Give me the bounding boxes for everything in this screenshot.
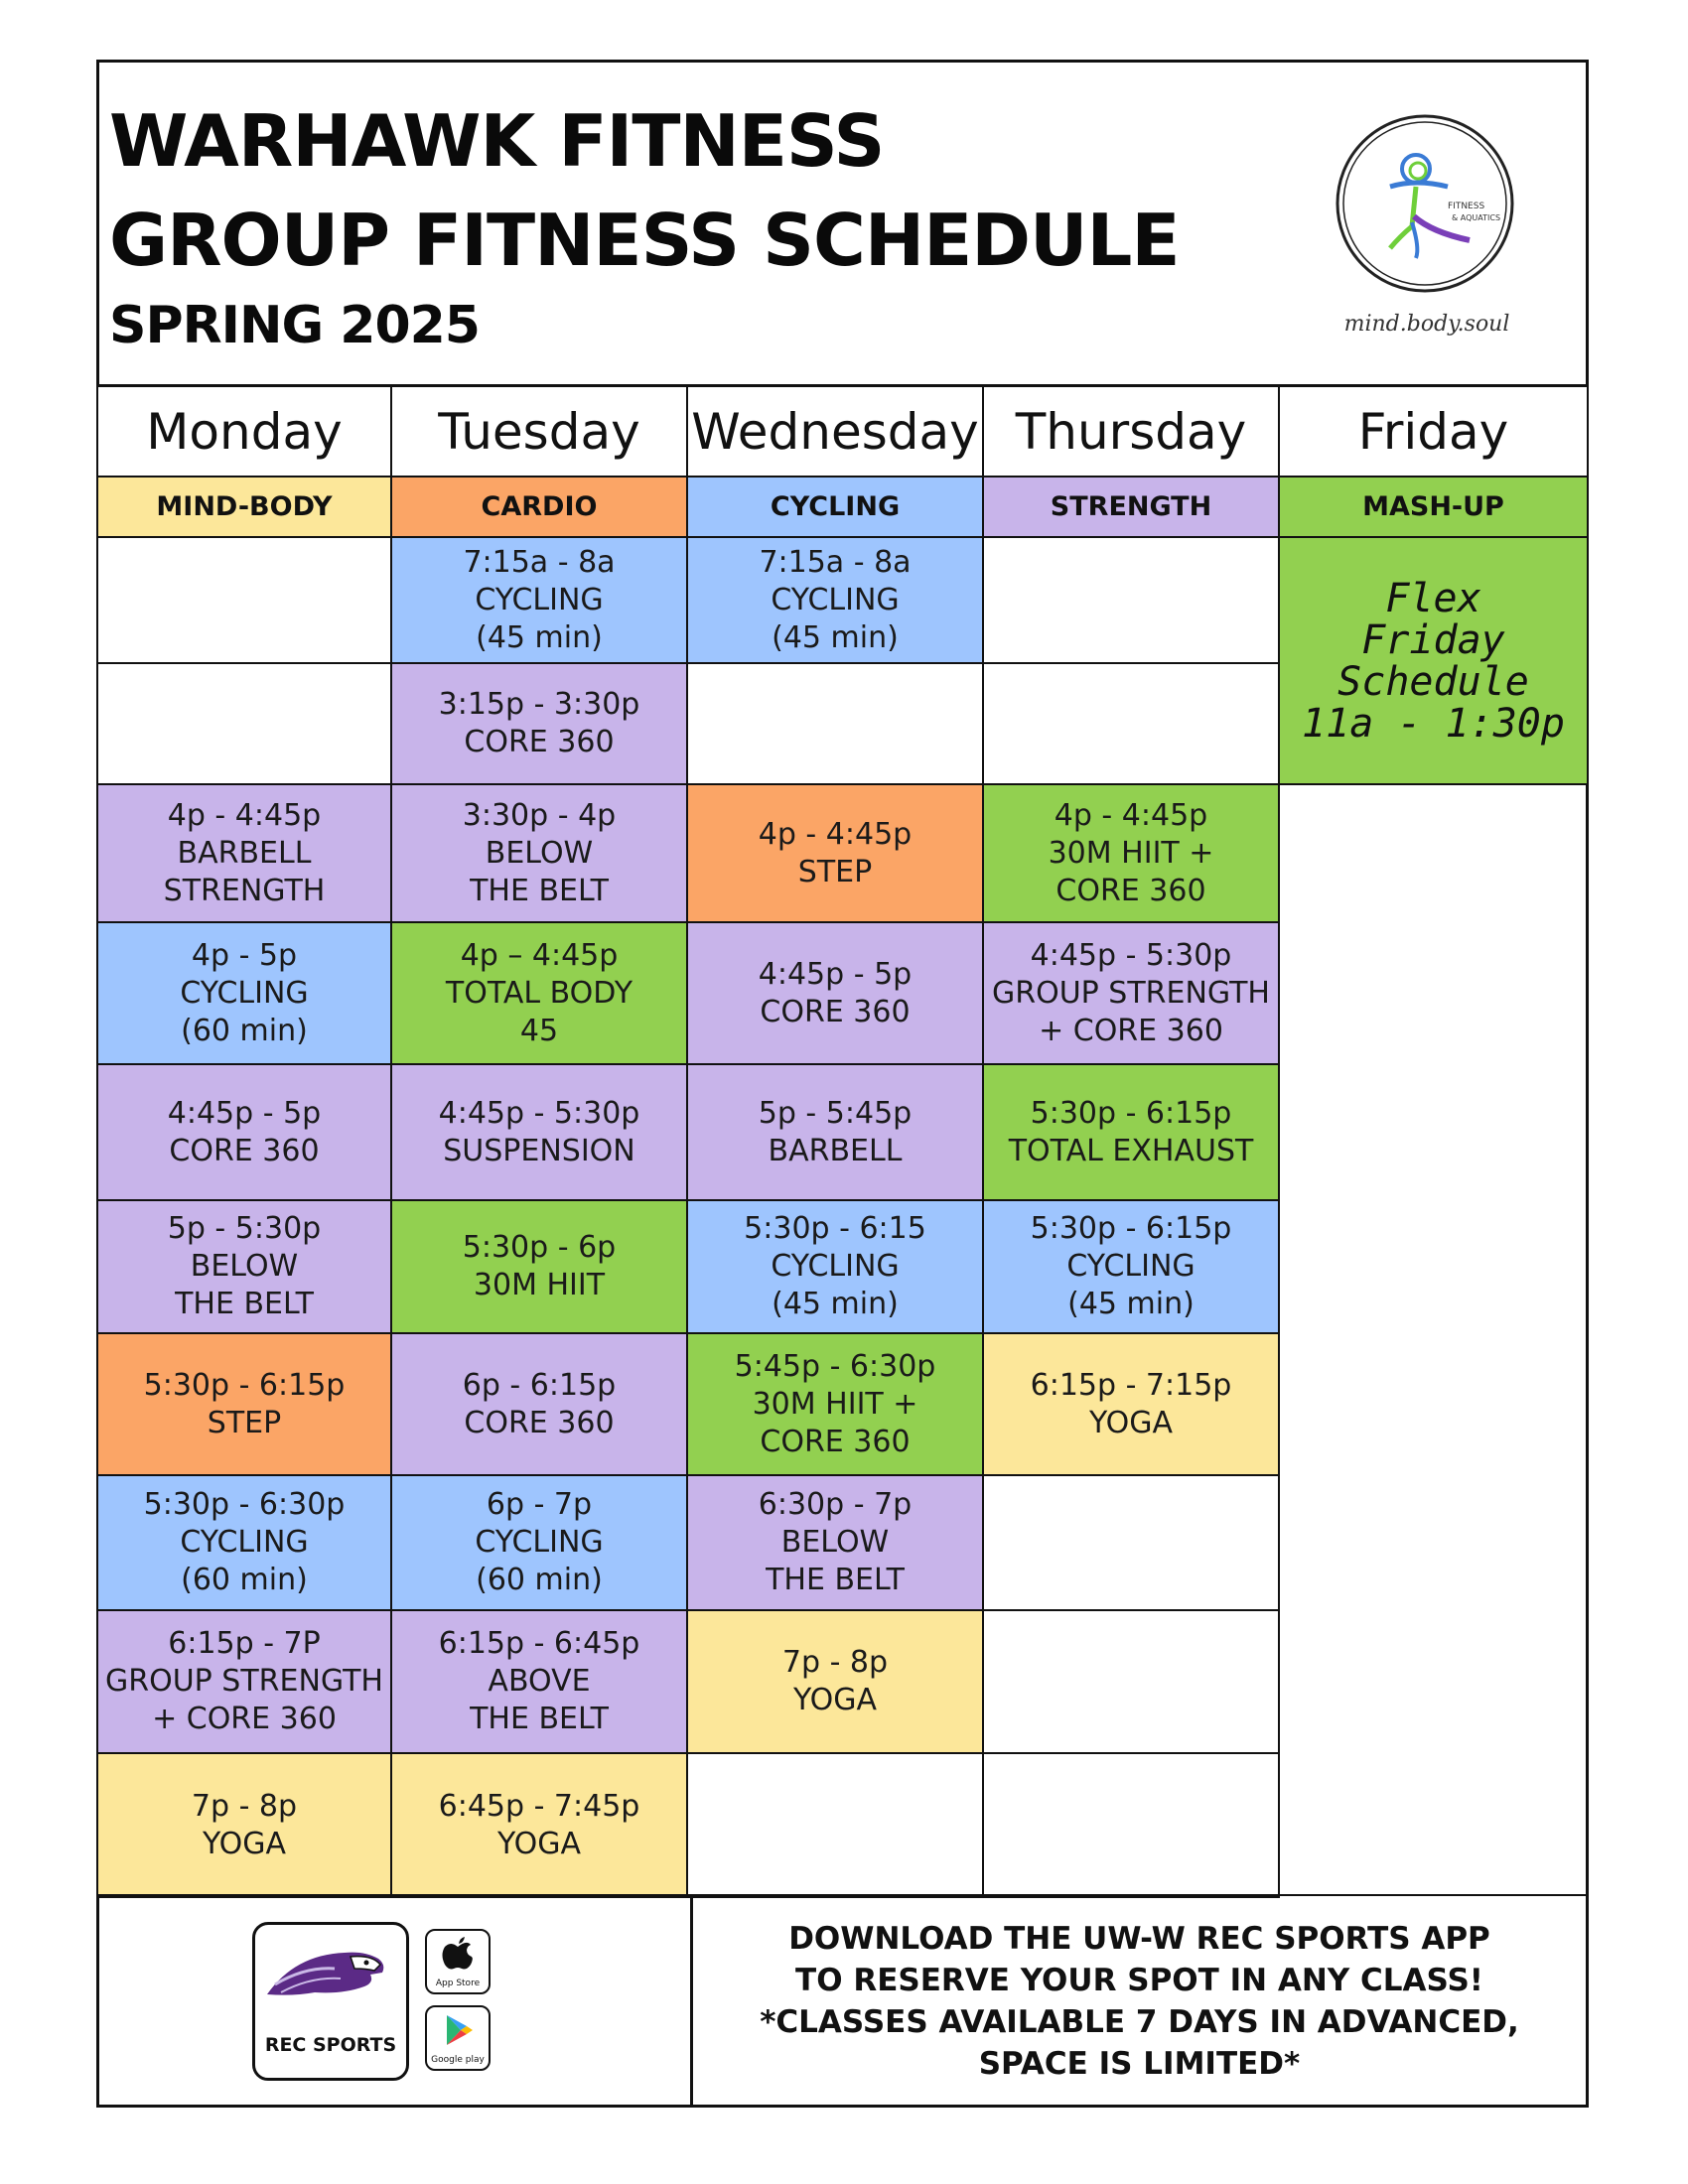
- class-text-line: Friday: [1361, 616, 1505, 663]
- class-text-line: 5:30p - 6:30p: [143, 1487, 346, 1522]
- rec-sports-label: REC SPORTS: [264, 2034, 397, 2056]
- class-text-line: CYCLING: [1066, 1249, 1196, 1284]
- class-text-line: 45: [519, 1013, 559, 1048]
- logo-caption: mind.body.soul: [1343, 312, 1510, 337]
- class-slot-tuesday[interactable]: [390, 1609, 688, 1754]
- class-slot-thursday[interactable]: [982, 921, 1280, 1065]
- class-text-line: CYCLING: [771, 582, 900, 617]
- class-text-line: 30M HIIT: [473, 1268, 606, 1302]
- empty-slot: [686, 1752, 984, 1898]
- class-text-line: 6p - 6:15p: [462, 1367, 617, 1403]
- class-text-line: CORE 360: [760, 1424, 911, 1459]
- google-play-icon: [427, 2007, 489, 2053]
- class-text-line: 4:45p - 5:30p: [1030, 937, 1232, 973]
- class-text-line: (45 min): [476, 619, 603, 655]
- title-line-2: GROUP FITNESS SCHEDULE: [109, 199, 1180, 282]
- rec-sports-app-icon[interactable]: [252, 1922, 409, 2081]
- class-text-line: 7p - 8p: [191, 1788, 298, 1824]
- class-text-line: 4p - 5p: [191, 937, 298, 973]
- class-slot-wednesday[interactable]: [686, 1063, 984, 1201]
- class-text-line: 3:30p - 4p: [462, 797, 617, 833]
- message-line: TO RESERVE YOUR SPOT IN ANY CLASS!: [795, 1963, 1483, 1998]
- class-slot-monday[interactable]: [96, 1332, 392, 1476]
- class-text-line: 4p - 4:45p: [758, 816, 913, 852]
- logo-circle-icon: [1321, 109, 1529, 308]
- category-friday: MASH-UP: [1278, 476, 1589, 538]
- class-slot-thursday[interactable]: [982, 1332, 1280, 1476]
- class-text-line: YOGA: [1088, 1405, 1174, 1440]
- message-line: DOWNLOAD THE UW-W REC SPORTS APP: [788, 1921, 1490, 1957]
- class-text-line: 30M HIIT +: [1048, 835, 1214, 871]
- class-slot-wednesday[interactable]: [686, 921, 984, 1065]
- class-text-line: 5:30p - 6:15p: [1030, 1211, 1232, 1246]
- class-text-line: 5:30p - 6:15: [744, 1211, 926, 1246]
- class-text-line: 5:45p - 6:30p: [734, 1348, 936, 1384]
- class-text-line: 4p – 4:45p: [460, 937, 619, 973]
- class-text-line: 11a - 1:30p: [1302, 700, 1565, 747]
- class-text-line: Flex: [1385, 575, 1481, 621]
- empty-slot: [982, 662, 1280, 785]
- class-text-line: 6:15p - 6:45p: [438, 1626, 640, 1661]
- category-tuesday: CARDIO: [390, 476, 688, 538]
- category-wednesday: CYCLING: [686, 476, 984, 538]
- class-text-line: SUSPENSION: [443, 1133, 635, 1168]
- class-text-line: CORE 360: [760, 994, 911, 1029]
- class-text-line: CYCLING: [475, 1525, 604, 1560]
- empty-slot: [96, 662, 392, 785]
- class-text-line: 4:45p - 5p: [758, 956, 913, 992]
- class-text-line: CYCLING: [180, 1525, 309, 1560]
- class-text-line: 5p - 5:45p: [758, 1095, 913, 1131]
- class-text-line: BARBELL: [177, 835, 312, 871]
- empty-slot: [686, 662, 984, 785]
- class-text-line: ABOVE: [488, 1664, 591, 1699]
- class-slot-tuesday[interactable]: [390, 1199, 688, 1334]
- class-slot-thursday[interactable]: [982, 1199, 1280, 1334]
- class-slot-monday[interactable]: [96, 921, 392, 1065]
- class-text-line: CORE 360: [464, 1405, 615, 1440]
- day-header-monday: Monday: [96, 385, 392, 478]
- class-slot-tuesday[interactable]: [390, 1332, 688, 1476]
- day-header-tuesday: Tuesday: [390, 385, 688, 478]
- class-text-line: 30M HIIT +: [752, 1386, 918, 1422]
- class-text-line: 6:45p - 7:45p: [438, 1788, 640, 1824]
- class-text-line: CYCLING: [475, 582, 604, 617]
- class-text-line: TOTAL EXHAUST: [1008, 1133, 1254, 1168]
- empty-slot: [982, 536, 1280, 664]
- class-slot-thursday[interactable]: [982, 783, 1280, 923]
- class-slot-wednesday[interactable]: [686, 1332, 984, 1476]
- class-slot-tuesday[interactable]: [390, 1063, 688, 1201]
- class-text-line: THE BELT: [470, 873, 609, 908]
- class-text-line: 6p - 7p: [486, 1487, 593, 1522]
- class-text-line: YOGA: [792, 1683, 878, 1717]
- google-play-badge[interactable]: [425, 2005, 491, 2071]
- day-header-thursday: Thursday: [982, 385, 1280, 478]
- class-text-line: 7:15a - 8a: [463, 544, 616, 580]
- class-text-line: 7:15a - 8a: [759, 544, 912, 580]
- app-store-badge[interactable]: [425, 1929, 491, 1994]
- class-text-line: BELOW: [190, 1249, 299, 1284]
- class-slot-monday[interactable]: [96, 1609, 392, 1754]
- svg-text:& AQUATICS: & AQUATICS: [1452, 213, 1501, 222]
- class-slot-tuesday[interactable]: [390, 1474, 688, 1611]
- class-text-line: Schedule: [1337, 658, 1529, 705]
- class-text-line: GROUP STRENGTH: [105, 1664, 383, 1699]
- class-text-line: 6:30p - 7p: [758, 1487, 913, 1522]
- class-text-line: TOTAL BODY: [445, 975, 633, 1011]
- class-slot-monday[interactable]: [96, 783, 392, 923]
- class-slot-monday[interactable]: [96, 1752, 392, 1898]
- svg-text:FITNESS: FITNESS: [1448, 202, 1485, 211]
- class-slot-wednesday[interactable]: [686, 783, 984, 923]
- class-text-line: CORE 360: [464, 725, 615, 759]
- class-slot-tuesday[interactable]: [390, 783, 688, 923]
- category-thursday: STRENGTH: [982, 476, 1280, 538]
- class-text-line: YOGA: [202, 1826, 287, 1861]
- class-slot-monday[interactable]: [96, 1063, 392, 1201]
- class-text-line: CYCLING: [771, 1249, 900, 1284]
- class-slot-tuesday[interactable]: [390, 662, 688, 785]
- class-text-line: (60 min): [476, 1563, 603, 1597]
- class-text-line: 4p - 4:45p: [1054, 797, 1208, 833]
- app-store-label: App Store: [435, 1979, 481, 1988]
- class-slot-tuesday[interactable]: [390, 536, 688, 664]
- class-text-line: (45 min): [772, 1287, 899, 1321]
- class-text-line: BELOW: [485, 835, 594, 871]
- class-text-line: 4:45p - 5p: [167, 1095, 322, 1131]
- class-text-line: THE BELT: [470, 1702, 609, 1736]
- class-text-line: STEP: [797, 854, 873, 889]
- class-text-line: (45 min): [1067, 1287, 1195, 1321]
- day-header-wednesday: Wednesday: [686, 385, 984, 478]
- class-text-line: CORE 360: [169, 1133, 320, 1168]
- warhawk-icon: [255, 1925, 406, 2034]
- class-text-line: 6:15p - 7:15p: [1030, 1367, 1232, 1403]
- class-text-line: 5:30p - 6:15p: [143, 1367, 346, 1403]
- class-text-line: 4:45p - 5:30p: [438, 1095, 640, 1131]
- class-text-line: THE BELT: [175, 1287, 314, 1321]
- google-play-label: Google play: [431, 2055, 485, 2065]
- class-text-line: GROUP STRENGTH: [992, 975, 1270, 1011]
- class-text-line: STRENGTH: [163, 873, 326, 908]
- class-text-line: CORE 360: [1055, 873, 1206, 908]
- class-text-line: STEP: [207, 1405, 282, 1440]
- class-slot-monday[interactable]: [96, 1474, 392, 1611]
- app-download-message: [690, 1918, 1589, 2085]
- class-text-line: BARBELL: [768, 1133, 903, 1168]
- class-text-line: 5:30p - 6p: [462, 1230, 617, 1265]
- class-slot-tuesday[interactable]: [390, 1752, 688, 1898]
- message-line: *CLASSES AVAILABLE 7 DAYS IN ADVANCED,: [760, 2004, 1519, 2040]
- class-text-line: 4p - 4:45p: [167, 797, 322, 833]
- class-text-line: CYCLING: [180, 975, 309, 1011]
- empty-slot: [982, 1474, 1280, 1611]
- class-slot-wednesday[interactable]: [686, 536, 984, 664]
- day-header-friday: Friday: [1278, 385, 1589, 478]
- category-monday: MIND-BODY: [96, 476, 392, 538]
- class-text-line: 5:30p - 6:15p: [1030, 1095, 1232, 1131]
- class-slot-wednesday[interactable]: [686, 1474, 984, 1611]
- class-slot-wednesday[interactable]: [686, 1199, 984, 1334]
- flex-friday-block[interactable]: [1278, 536, 1589, 785]
- class-text-line: + CORE 360: [1039, 1013, 1223, 1048]
- class-text-line: 6:15p - 7P: [168, 1626, 321, 1661]
- class-slot-thursday[interactable]: [982, 1063, 1280, 1201]
- message-line: SPACE IS LIMITED*: [978, 2046, 1301, 2082]
- term-label: SPRING 2025: [109, 296, 480, 355]
- class-slot-tuesday[interactable]: [390, 921, 688, 1065]
- class-text-line: + CORE 360: [152, 1702, 337, 1736]
- title-line-1: WARHAWK FITNESS: [109, 99, 885, 183]
- class-text-line: 5p - 5:30p: [167, 1211, 322, 1246]
- empty-slot: [982, 1609, 1280, 1754]
- class-text-line: BELOW: [780, 1525, 890, 1560]
- class-text-line: THE BELT: [766, 1563, 905, 1597]
- class-text-line: (60 min): [181, 1563, 308, 1597]
- apple-icon: [427, 1931, 489, 1977]
- class-text-line: 3:15p - 3:30p: [438, 687, 640, 722]
- empty-slot: [96, 536, 392, 664]
- class-slot-wednesday[interactable]: [686, 1609, 984, 1754]
- class-text-line: (45 min): [772, 619, 899, 655]
- class-text-line: 7p - 8p: [781, 1645, 889, 1680]
- class-text-line: (60 min): [181, 1013, 308, 1048]
- class-slot-monday[interactable]: [96, 1199, 392, 1334]
- fitness-aquatics-logo: [1321, 109, 1529, 338]
- class-text-line: YOGA: [496, 1826, 582, 1861]
- empty-slot: [982, 1752, 1280, 1898]
